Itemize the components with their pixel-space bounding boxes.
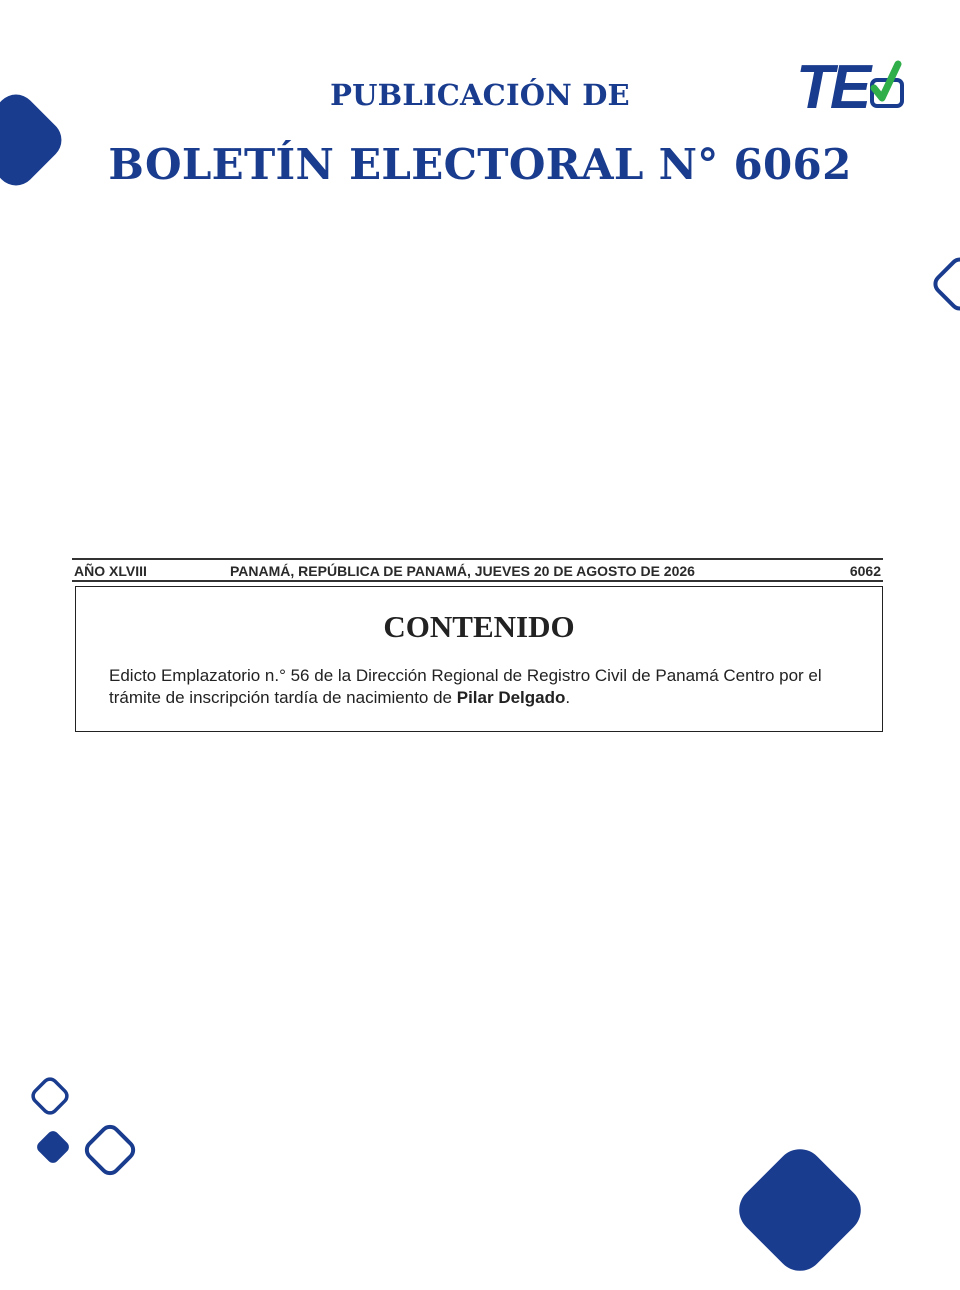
content-heading: CONTENIDO bbox=[383, 609, 575, 644]
decor-square-bottom-left-filled bbox=[30, 1124, 76, 1170]
content-text bbox=[109, 665, 854, 709]
content-box bbox=[75, 586, 883, 732]
decor-square-bottom-left-outline bbox=[78, 1118, 142, 1182]
logo-text: TE bbox=[796, 53, 868, 116]
masthead-number: 6062 bbox=[849, 563, 881, 579]
bulletin-title: BOLETÍN ELECTORAL N° 6062 bbox=[108, 140, 852, 189]
content-text-main: Edicto Emplazatorio n.° 56 de la Dirección Regional de Registro Civil de Panamá Centro por el trámite de inscripción tardía de nacimiento de bbox=[109, 666, 822, 707]
masthead-year: AÑO XLVIII bbox=[74, 563, 147, 579]
content-text-end: . bbox=[565, 688, 571, 707]
publication-label: PUBLICACIÓN DE bbox=[330, 78, 630, 112]
masthead bbox=[72, 558, 883, 582]
person-name: Pilar Delgado bbox=[456, 688, 566, 707]
decor-square-right bbox=[928, 252, 960, 316]
decor-square-bottom-left-small bbox=[26, 1072, 74, 1120]
masthead-place-date: PANAMÁ, REPÚBLICA DE PANAMÁ, JUEVES 20 DE AGOSTO DE 2026 bbox=[230, 563, 695, 579]
decor-square-bottom-right bbox=[720, 1130, 880, 1290]
